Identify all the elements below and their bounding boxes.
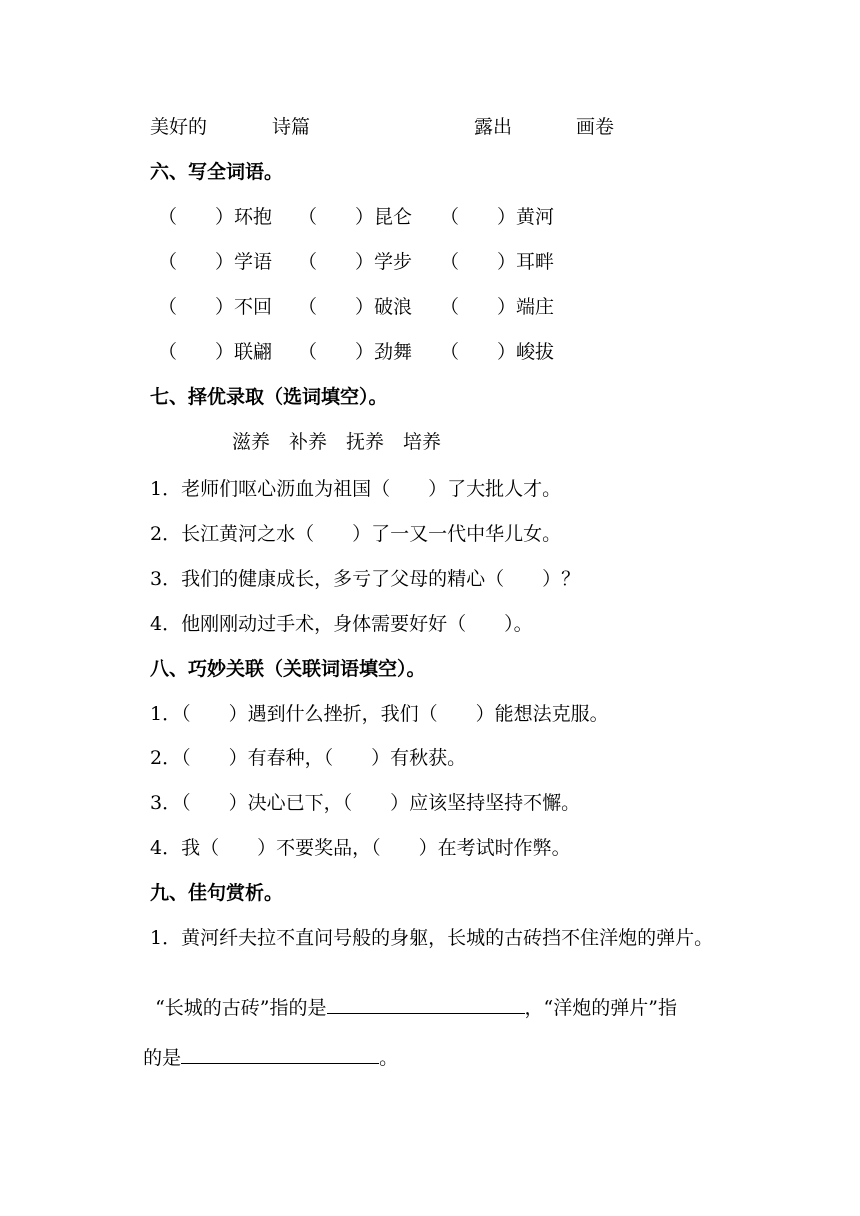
question-text: “长城的古砖”指的是 — [155, 997, 327, 1019]
fill-blank-item: （ ）耳畔 — [440, 251, 555, 273]
analysis-question-line-2 — [131, 1021, 398, 1070]
fill-blank-item: （ ）不回 — [158, 296, 273, 318]
section-6-heading: 六、写全词语。 — [150, 161, 284, 183]
section-7-heading: 七、择优录取（选词填空）。 — [150, 386, 388, 408]
fill-blank-item: （ ）破浪 — [298, 296, 413, 318]
fill-blank-item: （ ）学步 — [298, 251, 413, 273]
section-9-heading: 九、佳句赏析。 — [150, 882, 284, 904]
fill-blank-item: （ ）黄河 — [440, 206, 555, 228]
question-item: 1．老师们呕心沥血为祖国（ ）了大批人才。 — [150, 478, 562, 500]
top-word-4: 画卷 — [576, 116, 615, 138]
question-item: 3．（ ）决心已下，（ ）应该坚持坚持不懈。 — [150, 792, 581, 814]
fill-blank-item: （ ）峻拔 — [440, 341, 555, 363]
question-text: 的是 — [143, 1047, 182, 1069]
question-item: 2．长江黄河之水（ ）了一又一代中华儿女。 — [150, 523, 562, 545]
question-text: ，“洋炮的弹片”指 — [524, 997, 677, 1019]
question-item: 2．（ ）有春种，（ ）有秋获。 — [150, 747, 467, 769]
section-8-heading: 八、巧妙关联（关联词语填空）。 — [150, 658, 426, 680]
analysis-sentence: 1．黄河纤夫拉不直问号般的身躯，长城的古砖挡不住洋炮的弹片。 — [150, 927, 714, 949]
answer-blank-2[interactable] — [181, 1045, 379, 1064]
question-item: 4．他刚刚动过手术，身体需要好好（ ）。 — [150, 613, 533, 635]
answer-blank-1[interactable] — [327, 995, 525, 1014]
top-word-1: 美好的 — [150, 116, 208, 138]
fill-blank-item: （ ）劲舞 — [298, 341, 413, 363]
fill-blank-item: （ ）环抱 — [158, 206, 273, 228]
fill-blank-item: （ ）端庄 — [440, 296, 555, 318]
analysis-question-line-1 — [143, 971, 677, 1020]
fill-blank-item: （ ）学语 — [158, 251, 273, 273]
word-options: 滋养 补养 抚养 培养 — [232, 431, 442, 453]
top-word-3: 露出 — [474, 116, 513, 138]
question-item: 1．（ ）遇到什么挫折，我们（ ）能想法克服。 — [150, 703, 609, 725]
fill-blank-item: （ ）昆仑 — [298, 206, 413, 228]
question-item: 3．我们的健康成长，多亏了父母的精心（ ）？ — [150, 568, 581, 590]
question-text: 。 — [379, 1047, 399, 1069]
fill-blank-item: （ ）联翩 — [158, 341, 273, 363]
top-word-2: 诗篇 — [272, 116, 311, 138]
question-item: 4．我（ ）不要奖品，（ ）在考试时作弊。 — [150, 837, 571, 859]
